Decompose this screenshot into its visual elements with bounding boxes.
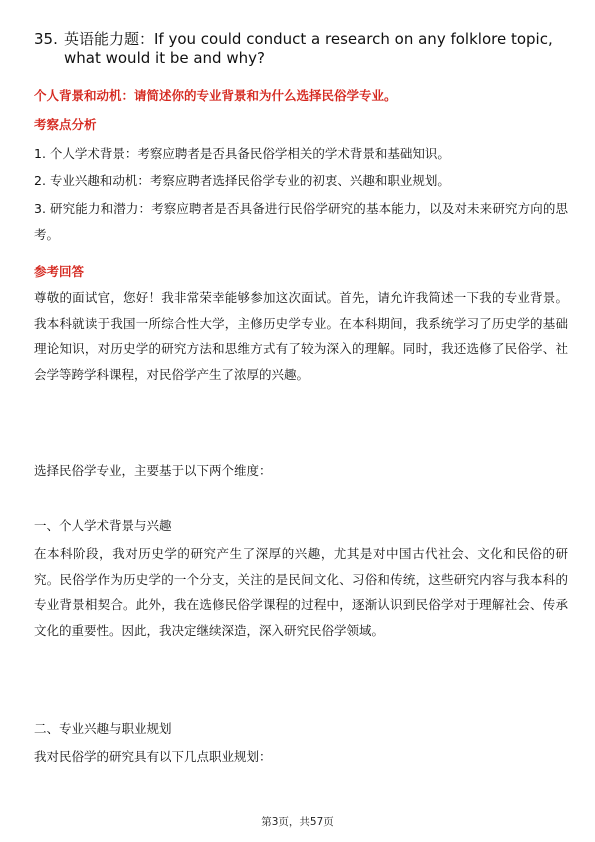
analysis-item-1: 1. 个人学术背景：考察应聘者是否具备民俗学相关的学术背景和基础知识。 — [34, 146, 450, 161]
section2-body: 我对民俗学的研究具有以下几点职业规划： — [34, 749, 272, 764]
prompt-heading: 个人背景和动机：请简述你的专业背景和为什么选择民俗学专业。 — [34, 88, 397, 103]
dimensions-intro: 选择民俗学专业，主要基于以下两个维度： — [34, 463, 272, 478]
analysis-item-3: 3. 研究能力和潜力：考察应聘者是否具备进行民俗学研究的基本能力，以及对未来研究方向的思考。 — [34, 201, 568, 242]
page-footer: 第3页，共57页 — [261, 816, 334, 828]
analysis-heading: 考察点分析 — [34, 117, 97, 132]
section2-title: 二、专业兴趣与职业规划 — [34, 721, 172, 736]
section1-body: 在本科阶段，我对历史学的研究产生了深厚的兴趣，尤其是对中国古代社会、文化和民俗的研究。民俗学作为历史学的一个分支，关注的是民间文化、习俗和传统，这些研究内容与我本科的专业背景相契合。此外，我在选修民俗学课程的过程中，逐渐认识到民俗学对于理解社会、传承文化的重要性。因此，我决定继续深造，深入研究民俗学领域。 — [34, 546, 568, 638]
analysis-item-2: 2. 专业兴趣和动机：考察应聘者选择民俗学专业的初衷、兴趣和职业规划。 — [34, 173, 450, 188]
section1-title: 一、个人学术背景与兴趣 — [34, 518, 172, 533]
answer-heading: 参考回答 — [34, 264, 85, 279]
question-number: 35. — [34, 30, 58, 48]
question-title — [34, 30, 574, 68]
question-text: 英语能力题：If you could conduct a research on any folklore topic, what would it be and why? — [64, 30, 553, 67]
answer-intro: 尊敬的面试官，您好！我非常荣幸能够参加这次面试。首先，请允许我简述一下我的专业背景。我本科就读于我国一所综合性大学，主修历史学专业。在本科期间，我系统学习了历史学的基础理论知识，对历史学的研究方法和思维方式有了较为深入的理解。同时，我还选修了民俗学、社会学等跨学科课程，对民俗学产生了浓厚的兴趣。 — [34, 290, 568, 382]
